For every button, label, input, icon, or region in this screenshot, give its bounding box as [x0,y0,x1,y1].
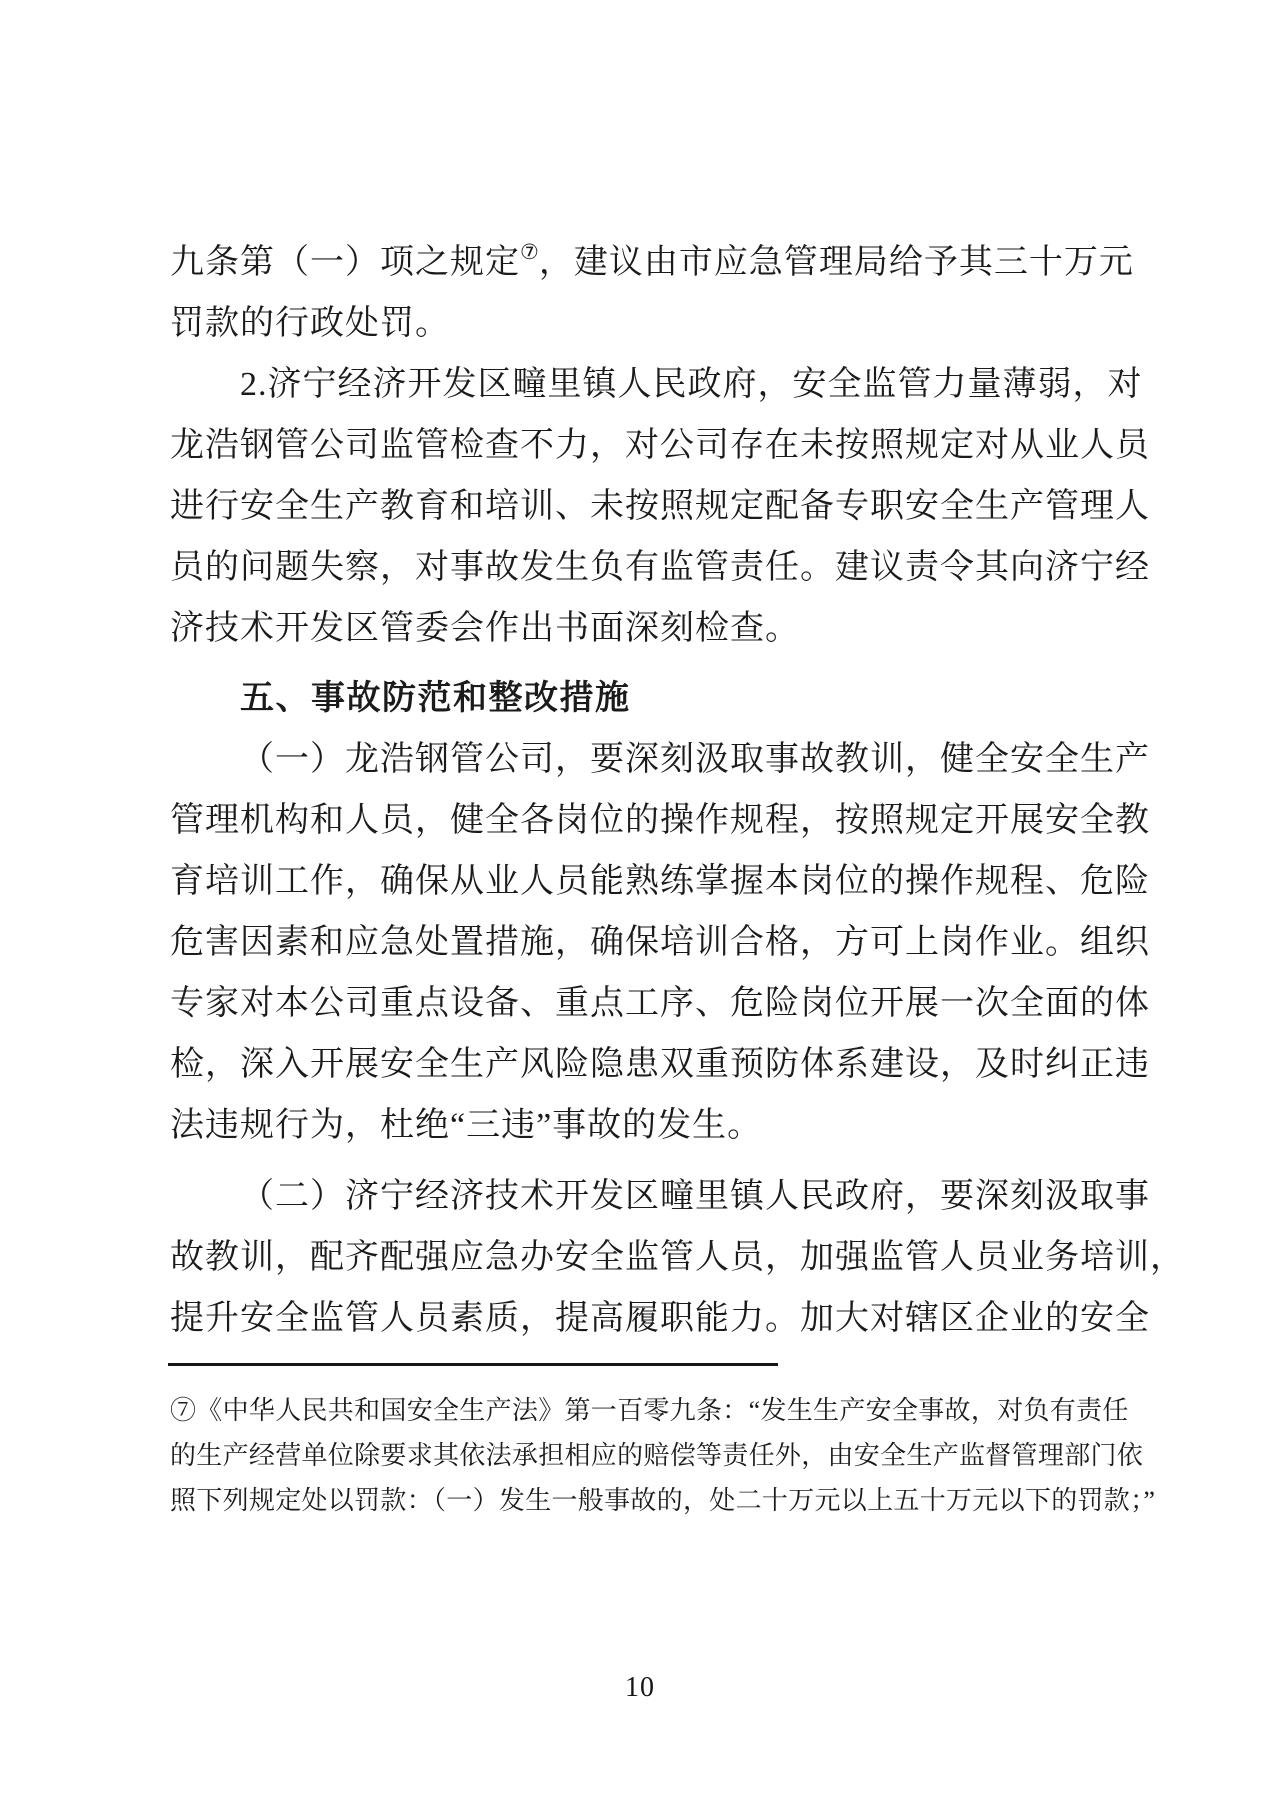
body-line: 危害因素和应急处置措施，确保培训合格，方可上岗作业。组织 [170,924,1150,961]
footnote-line: ⑦《中华人民共和国安全生产法》第一百零九条：“发生生产安全事故，对负有责任 [170,1396,1129,1425]
page-number: 10 [625,1672,655,1703]
body-line: 进行安全生产教育和培训、未按照规定配备专职安全生产管理人 [170,488,1150,525]
body-line: 提升安全监管人员素质，提高履职能力。加大对辖区企业的安全 [170,1300,1150,1337]
body-text [170,232,1185,1349]
body-line-text: ，建议由市应急管理局给予其三十万元 [538,244,1134,281]
footnotes [170,1388,1156,1523]
body-line: 员的问题失察，对事故发生负有监管责任。建议责令其向济宁经 [170,549,1150,586]
body-line: 育培训工作，确保从业人员能熟练掌握本岗位的操作规程、危险 [170,863,1150,900]
body-line: 济技术开发区管委会作出书面深刻检查。 [170,610,800,647]
footnote-separator [168,1363,778,1366]
body-line [170,232,1140,293]
body-line-text: 九条第（一）项之规定 [170,244,520,281]
body-line: 法违规行为，杜绝“三违”事故的发生。 [170,1107,763,1144]
body-line: 龙浩钢管公司监管检查不力，对公司存在未按照规定对从业人员 [170,427,1150,464]
section-heading: 五、事故防范和整改措施 [240,679,631,717]
body-line: 罚款的行政处罚。 [170,305,450,342]
body-line: 故教训，配齐配强应急办安全监管人员，加强监管人员业务培训， [170,1239,1185,1276]
body-line: （一）龙浩钢管公司，要深刻汲取事故教训，健全安全生产 [240,741,1150,778]
footnote-line: 的生产经营单位除要求其依法承担相应的赔偿等责任外，由安全生产监督管理部门依 [170,1441,1144,1470]
body-line: 2.济宁经济开发区疃里镇人民政府，安全监管力量薄弱，对 [240,366,1143,403]
body-line: （二）济宁经济技术开发区疃里镇人民政府，要深刻汲取事 [240,1178,1150,1215]
footnote-line: 照下列规定处以罚款：（一）发生一般事故的，处二十万元以上五十万元以下的罚款；” [170,1486,1156,1515]
body-line: 专家对本公司重点设备、重点工序、危险岗位开展一次全面的体 [170,985,1150,1022]
body-line: 管理机构和人员，健全各岗位的操作规程，按照规定开展安全教 [170,802,1150,839]
footnote-ref-icon: ⑦ [520,240,539,264]
body-line: 检，深入开展安全生产风险隐患双重预防体系建设，及时纠正违 [170,1046,1150,1083]
